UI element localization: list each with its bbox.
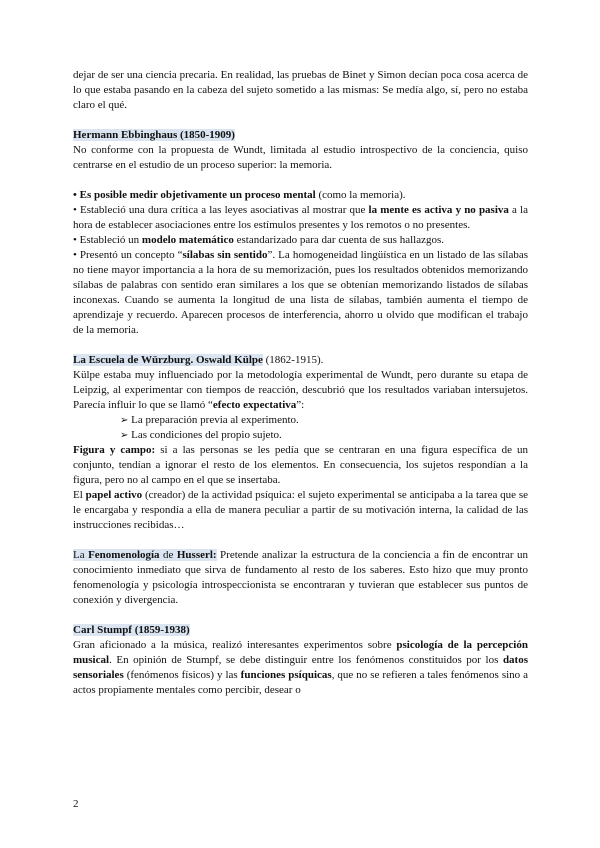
wurzburg-heading: La Escuela de Würzburg. Oswald Külpe (1862-1915).: [73, 354, 324, 366]
ebbinghaus-intro: No conforme con la propuesta de Wundt, limitada al estudio introspectivo de la conciencia, quiso centrarse en el estudio de un proceso superior: la memoria.: [73, 144, 528, 171]
ebbinghaus-bullet-3: • Estableció un modelo matemático estandarizado para dar cuenta de sus hallazgos.: [73, 234, 445, 246]
stumpf-heading: Carl Stumpf (1859-1938): [73, 624, 190, 636]
stumpf-paragraph: Gran aficionado a la música, realizó interesantes experimentos sobre psicología de la percepción musical. En opinión de Stumpf, se debe distinguir entre los fenómenos constituidos por los datos sensoriales (fenómenos físicos) y las funciones psíquicas, que no se refieren a tales fenómenos sino a actos propiamente mentales como percibir, desear o: [73, 639, 529, 696]
page-number: 2: [73, 798, 79, 810]
wurzburg-list-item-2: ➢ Las condiciones del propio sujeto.: [120, 429, 282, 441]
intro-paragraph: dejar de ser una ciencia precaria. En realidad, las pruebas de Binet y Simon decían poca cosa acerca de lo que estaba pasando en la cabeza del sujeto sometido a las mismas: Se medía algo, sí, pero no estaba claro el qué.: [73, 69, 528, 111]
arrow-bullet-icon: ➢: [120, 430, 129, 441]
page-content: [73, 68, 528, 698]
ebbinghaus-heading: Hermann Ebbinghaus (1850-1909): [73, 129, 235, 141]
ebbinghaus-bullet-1: • Es posible medir objetivamente un proceso mental (como la memoria).: [73, 189, 406, 201]
papel-activo-paragraph: El papel activo (creador) de la actividad psíquica: el sujeto experimental se anticipaba a la tarea que se le encargaba y respondía a ella de manera peculiar a partir de su motivación interna, la calidad de las instrucciones recibidas…: [73, 489, 528, 531]
wurzburg-list-item-1: ➢ La preparación previa al experimento.: [120, 414, 299, 426]
ebbinghaus-bullet-4: • Presentó un concepto “sílabas sin sentido”. La homogeneidad lingüística en un listado de las sílabas no tiene mayor importancia a la hora de su memorización, pues los resultados obtenidos memorizando sílabas de palabras con sentido eran similares a los que se obtenían memorizando listados de sílabas inconexas. Cuando se aumenta la longitud de una lista de sílabas, también aumenta el tiempo de aprendizaje y recuerdo. Aparecen procesos de interferencia, ahorro u olvido que modifican el trabajo de la memoria.: [73, 249, 528, 336]
ebbinghaus-bullet-2: • Estableció una dura crítica a las leyes asociativas al mostrar que la mente es activa y no pasiva a la hora de establecer asociaciones entre los estímulos presentes y los remotos o no presentes.: [73, 204, 528, 231]
husserl-paragraph: La Fenomenología de Husserl: Pretende analizar la estructura de la conciencia a fin de encontrar un conocimiento inmediato que sirva de fundamento al resto de los saberes. Esto hizo que muy pronto fenomenología y psicología introspeccionista se encontraran y tuvieran que establecer sus puntos de conexión y divergencia.: [73, 549, 528, 606]
wurzburg-paragraph: Külpe estaba muy influenciado por la metodología experimental de Wundt, pero durante su etapa de Leipzig, al experimentar con tiempos de reacción, descubrió que los resultados variaban intersujetos. Parecía influir lo que se llamó “efecto expectativa”:: [73, 369, 528, 411]
arrow-bullet-icon: ➢: [120, 415, 129, 426]
figura-campo-paragraph: Figura y campo: si a las personas se les pedía que se centraran en una figura específica de un conjunto, tendían a ignorar el resto de los elementos. En consecuencia, los sujetos respondían a la figura, pero no al campo en el que se insertaba.: [73, 444, 529, 486]
